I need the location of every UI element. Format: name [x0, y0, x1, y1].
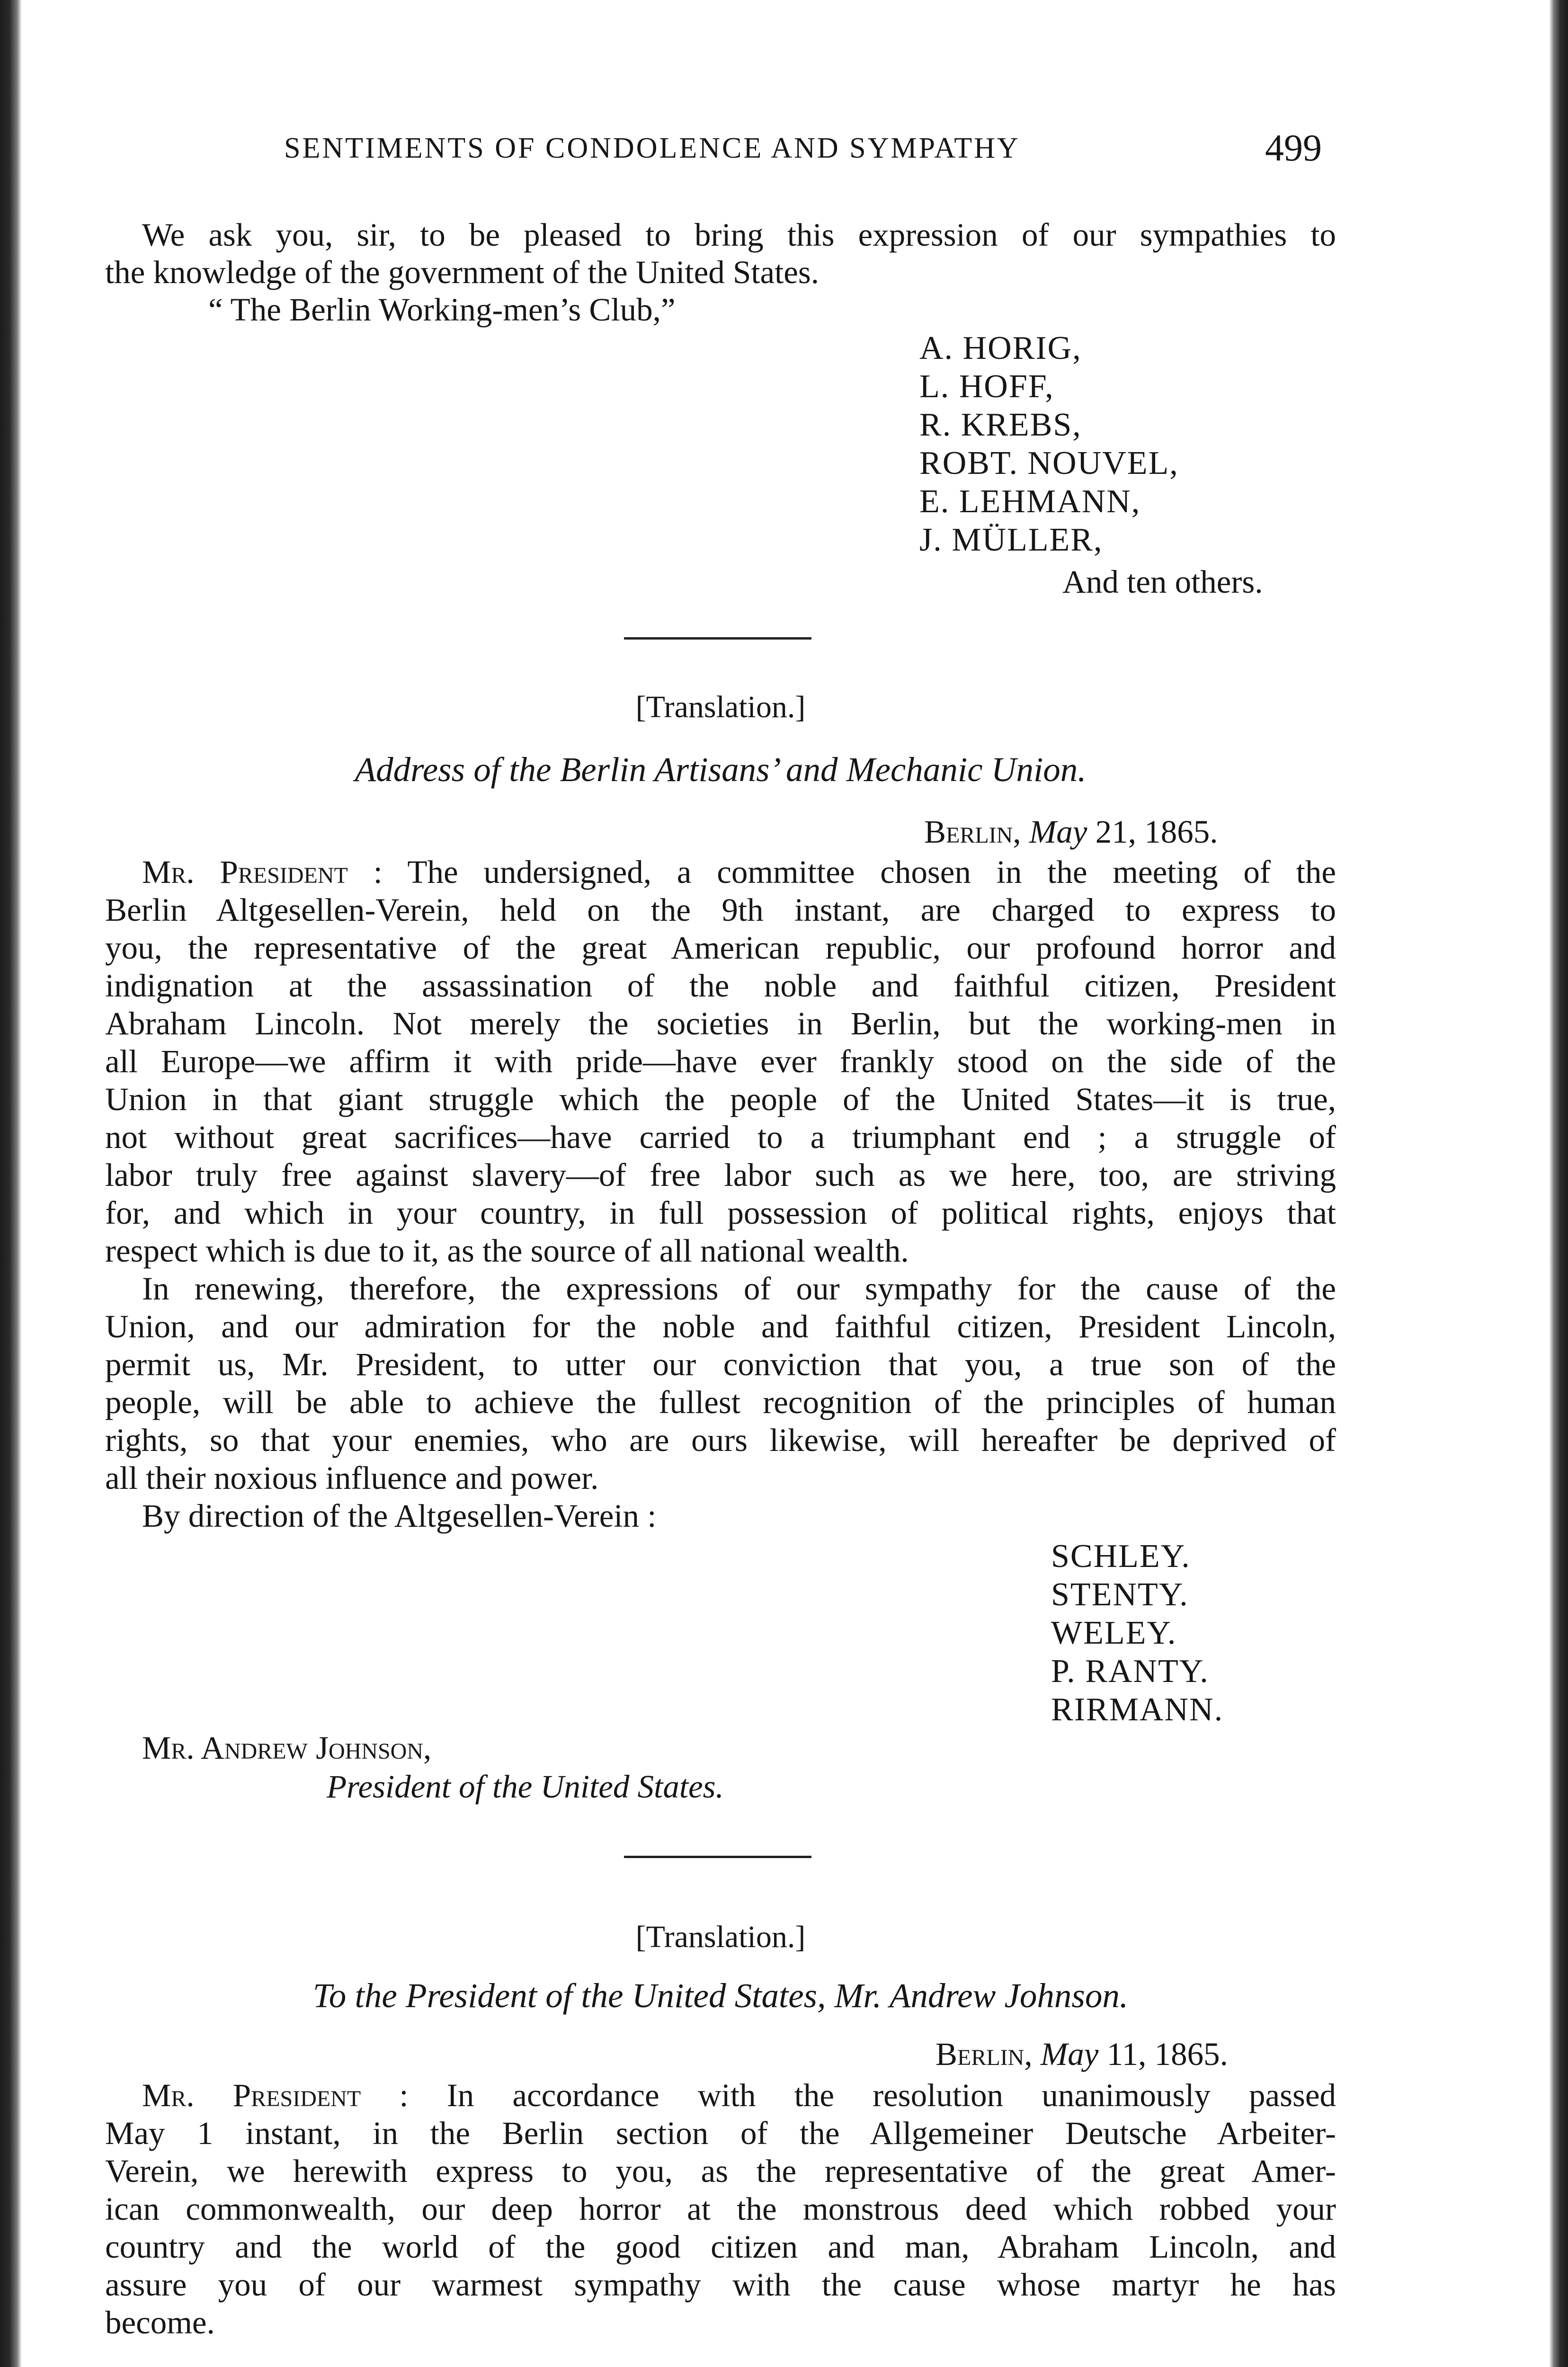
paragraph-line: Union in that giant struggle which the people of the United States—it is true, — [105, 1081, 1336, 1117]
running-head: SENTIMENTS OF CONDOLENCE AND SYMPATHY — [284, 132, 1020, 164]
paragraph-line: indignation at the assassination of the noble and faithful citizen, President — [105, 968, 1336, 1004]
section-divider — [624, 637, 811, 640]
paragraph-line: country and the world of the good citizen and man, Abraham Lincoln, and — [105, 2229, 1336, 2265]
paragraph-line: Abraham Lincoln. Not merely the societies in Berlin, but the working-men in — [105, 1006, 1336, 1041]
section-divider — [624, 1856, 811, 1858]
direction-line: By direction of the Altgesellen-Verein : — [142, 1498, 657, 1534]
salutation: Mr. President : — [142, 2077, 409, 2113]
signatory: STENTY. — [1051, 1576, 1189, 1613]
paragraph-line: Union, and our admiration for the noble and faithful citizen, President Lincoln, — [105, 1308, 1336, 1344]
dateline-day: 11, 1865. — [1106, 2036, 1228, 2072]
paragraph-line: ican commonwealth, our deep horror at the monstrous deed which robbed your — [105, 2191, 1336, 2227]
dateline-city: Berlin, — [924, 814, 1021, 850]
paragraph-line: all Europe—we affirm it with pride—have ever frankly stood on the side of the — [105, 1043, 1336, 1079]
translation-label: [Translation.] — [635, 690, 806, 724]
paragraph-line: labor truly free against slavery—of free labor such as we here, too, are striving — [105, 1157, 1336, 1193]
paragraph-line: In renewing, therefore, the expressions of our sympathy for the cause of the — [142, 1271, 1336, 1307]
signatory: WELEY. — [1051, 1615, 1177, 1651]
page-edge-right — [1549, 0, 1568, 2367]
salutation: Mr. President : — [142, 854, 383, 890]
address-title: To the President of the United States, Mr. Andrew Johnson. — [312, 1976, 1129, 2015]
club-name: “ The Berlin Working-men’s Club,” — [208, 292, 676, 328]
paragraph-text: The undersigned, a committee chosen in the meeting of the — [407, 854, 1336, 890]
signatory: SCHLEY. — [1051, 1538, 1191, 1575]
dateline — [935, 2036, 1228, 2073]
signatory: E. LEHMANN, — [919, 483, 1141, 520]
paragraph-line: assure you of our warmest sympathy with the cause whose martyr he has — [105, 2267, 1336, 2303]
paragraph-line: May 1 instant, in the Berlin section of the Allgemeiner Deutsche Arbeiter- — [105, 2115, 1336, 2151]
page-edge-left — [0, 0, 22, 2367]
signatory: L. HOFF, — [919, 368, 1054, 405]
signatory: ROBT. NOUVEL, — [919, 445, 1179, 481]
intro-line: We ask you, sir, to be pleased to bring this expression of our sympathies to — [142, 217, 1336, 253]
addressee-name: Mr. Andrew Johnson, — [142, 1730, 432, 1766]
and-others: And ten others. — [1062, 564, 1263, 600]
signatory: RIRMANN. — [1051, 1691, 1224, 1728]
paragraph-line: not without great sacrifices—have carried to a triumphant end ; a struggle of — [105, 1119, 1336, 1155]
paragraph-line: people, will be able to achieve the fullest recognition of the principles of human — [105, 1384, 1336, 1420]
paragraph-line: Berlin Altgesellen-Verein, held on the 9th instant, are charged to express to — [105, 892, 1336, 928]
paragraph-line: all their noxious influence and power. — [105, 1460, 599, 1496]
dateline-month: May — [1040, 2036, 1099, 2072]
paragraph-text: In accordance with the resolution unanimously passed — [446, 2077, 1336, 2113]
signatory: R. KREBS, — [919, 407, 1082, 443]
intro-line: the knowledge of the government of the United States. — [105, 254, 820, 290]
signatory: J. MÜLLER, — [919, 522, 1103, 558]
paragraph-line: Verein, we herewith express to you, as the representative of the great Amer- — [105, 2153, 1336, 2189]
paragraph-line: rights, so that your enemies, who are ours likewise, will hereafter be deprived of — [105, 1422, 1336, 1458]
paragraph-line: respect which is due to it, as the source of all national wealth. — [105, 1233, 909, 1269]
addressee-title: President of the United States. — [327, 1769, 724, 1805]
paragraph-line: for, and which in your country, in full possession of political rights, enjoys that — [105, 1195, 1336, 1231]
signatory: A. HORIG, — [919, 330, 1082, 366]
address-title: Address of the Berlin Artisans’ and Mechanic Union. — [355, 750, 1087, 789]
signatory: P. RANTY. — [1051, 1653, 1209, 1690]
translation-label: [Translation.] — [635, 1920, 806, 1954]
dateline-day: 21, 1865. — [1095, 814, 1218, 850]
dateline-month: May — [1029, 814, 1087, 850]
paragraph-line — [142, 856, 1336, 889]
dateline-city: Berlin, — [935, 2036, 1033, 2072]
paragraph-line — [142, 2079, 1336, 2112]
paragraph-line: permit us, Mr. President, to utter our conviction that you, a true son of the — [105, 1346, 1336, 1382]
page-number: 499 — [1265, 127, 1322, 169]
paragraph-line: become. — [105, 2305, 215, 2340]
paragraph-line: you, the representative of the great American republic, our profound horror and — [105, 930, 1336, 966]
dateline — [924, 813, 1218, 851]
